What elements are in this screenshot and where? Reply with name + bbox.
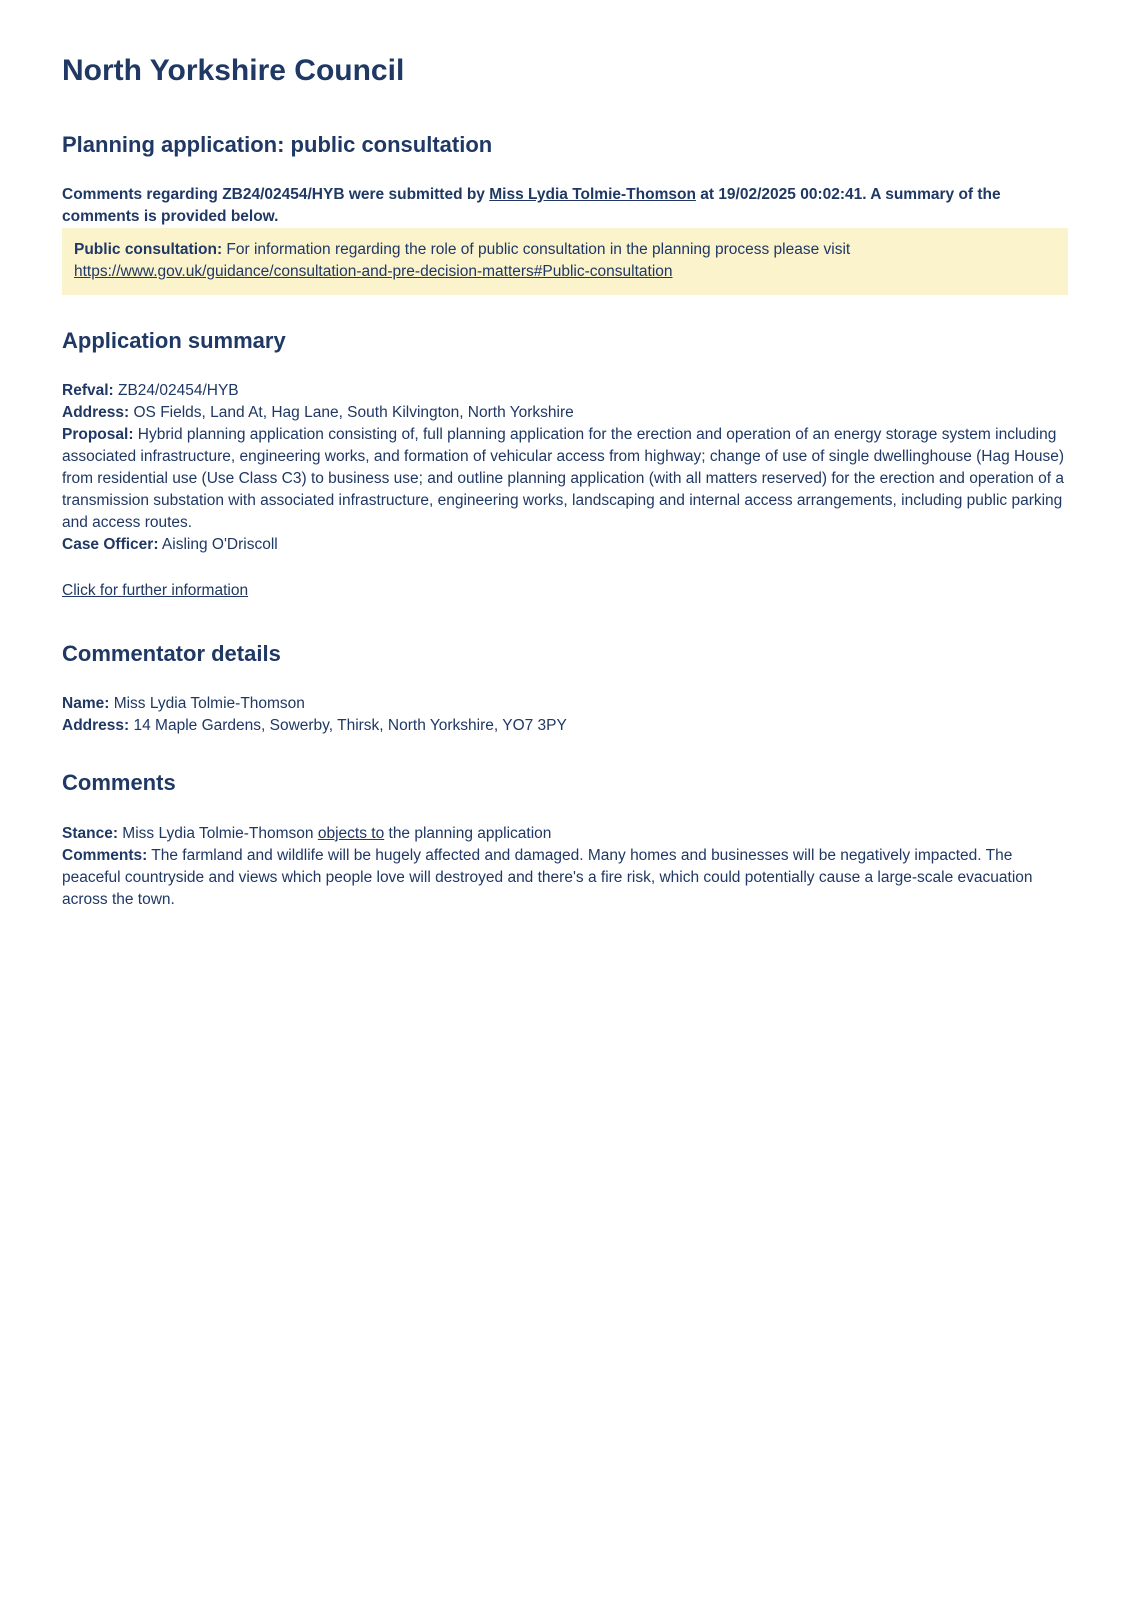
- refval-row: [62, 380, 1068, 402]
- comments-fields: [62, 823, 1068, 911]
- commentator-name-label: Name:: [62, 695, 110, 713]
- intro-text-after-name: at 19/02/2025 00:02:41. A summary of the comments is provided below.: [62, 185, 1001, 225]
- refval-value: ZB24/02454/HYB: [113, 382, 239, 400]
- heading-application-summary: Application summary: [62, 327, 286, 353]
- proposal-value: Hybrid planning application consisting of, full planning application for the erection and operation of an energy storage system including associated infrastructure, engineering works, and formation of vehicular access from highway; change of use of single dwellinghouse (Hag House) from residential use (Use Class C3) to business use; and outline planning application (with all matters reserved) for the erection and operation of a transmission substation with associated infrastructure, engineering works, landscaping and internal access arrangements, including public parking and access routes.: [62, 426, 1065, 532]
- subtitle-planning-application: Planning application: public consultation: [62, 131, 493, 157]
- application-address-value: OS Fields, Land At, Hag Lane, South Kilvington, North Yorkshire: [129, 404, 574, 422]
- stance-objects-to: objects to: [317, 824, 385, 842]
- stance-row: [62, 823, 1068, 845]
- heading-comments: Comments: [62, 770, 176, 796]
- application-summary-fields: [62, 380, 1068, 556]
- proposal-label: Proposal:: [62, 426, 134, 444]
- stance-text-before: Miss Lydia Tolmie-Thomson: [118, 824, 318, 842]
- comments-row: [62, 845, 1068, 911]
- commentator-address-value: 14 Maple Gardens, Sowerby, Thirsk, North Yorkshire, YO7 3PY: [129, 717, 567, 735]
- further-information-link[interactable]: Click for further information: [62, 582, 249, 600]
- intro-paragraph: [62, 184, 1068, 228]
- stance-label: Stance:: [62, 824, 118, 842]
- comments-value: The farmland and wildlife will be hugely affected and damaged. Many homes and businesses will be negatively impacted. The peaceful countryside and views which people love will destroyed and there's a fire risk, which could potentially cause a large-scale evacuation across the town.: [62, 846, 1033, 908]
- gov-uk-consultation-link[interactable]: https://www.gov.uk/guidance/consultation-and-pre-decision-matters#Public-consultation: [74, 262, 673, 280]
- commentator-name-link[interactable]: Miss Lydia Tolmie-Thomson: [489, 185, 696, 203]
- notice-label: Public consultation:: [74, 240, 223, 258]
- intro-text-before-name: Comments regarding ZB24/02454/HYB were submitted by: [62, 185, 490, 203]
- case-officer-value: Aisling O'Driscoll: [158, 536, 278, 554]
- public-consultation-notice: [62, 228, 1068, 295]
- refval-label: Refval:: [62, 382, 114, 400]
- application-address-label: Address:: [62, 404, 130, 422]
- commentator-address-label: Address:: [62, 717, 130, 735]
- proposal-row: [62, 424, 1068, 534]
- case-officer-label: Case Officer:: [62, 536, 159, 554]
- notice-text: For information regarding the role of public consultation in the planning process please visit: [222, 240, 851, 258]
- case-officer-row: [62, 534, 1068, 556]
- application-address-row: [62, 402, 1068, 424]
- commentator-name-value: Miss Lydia Tolmie-Thomson: [109, 695, 305, 713]
- commentator-details-fields: [62, 693, 1068, 737]
- heading-commentator-details: Commentator details: [62, 641, 281, 667]
- commentator-name-row: [62, 693, 1068, 715]
- page-title: North Yorkshire Council: [62, 54, 405, 87]
- commentator-address-row: [62, 715, 1068, 737]
- comments-label: Comments:: [62, 846, 148, 864]
- stance-text-after: the planning application: [384, 824, 552, 842]
